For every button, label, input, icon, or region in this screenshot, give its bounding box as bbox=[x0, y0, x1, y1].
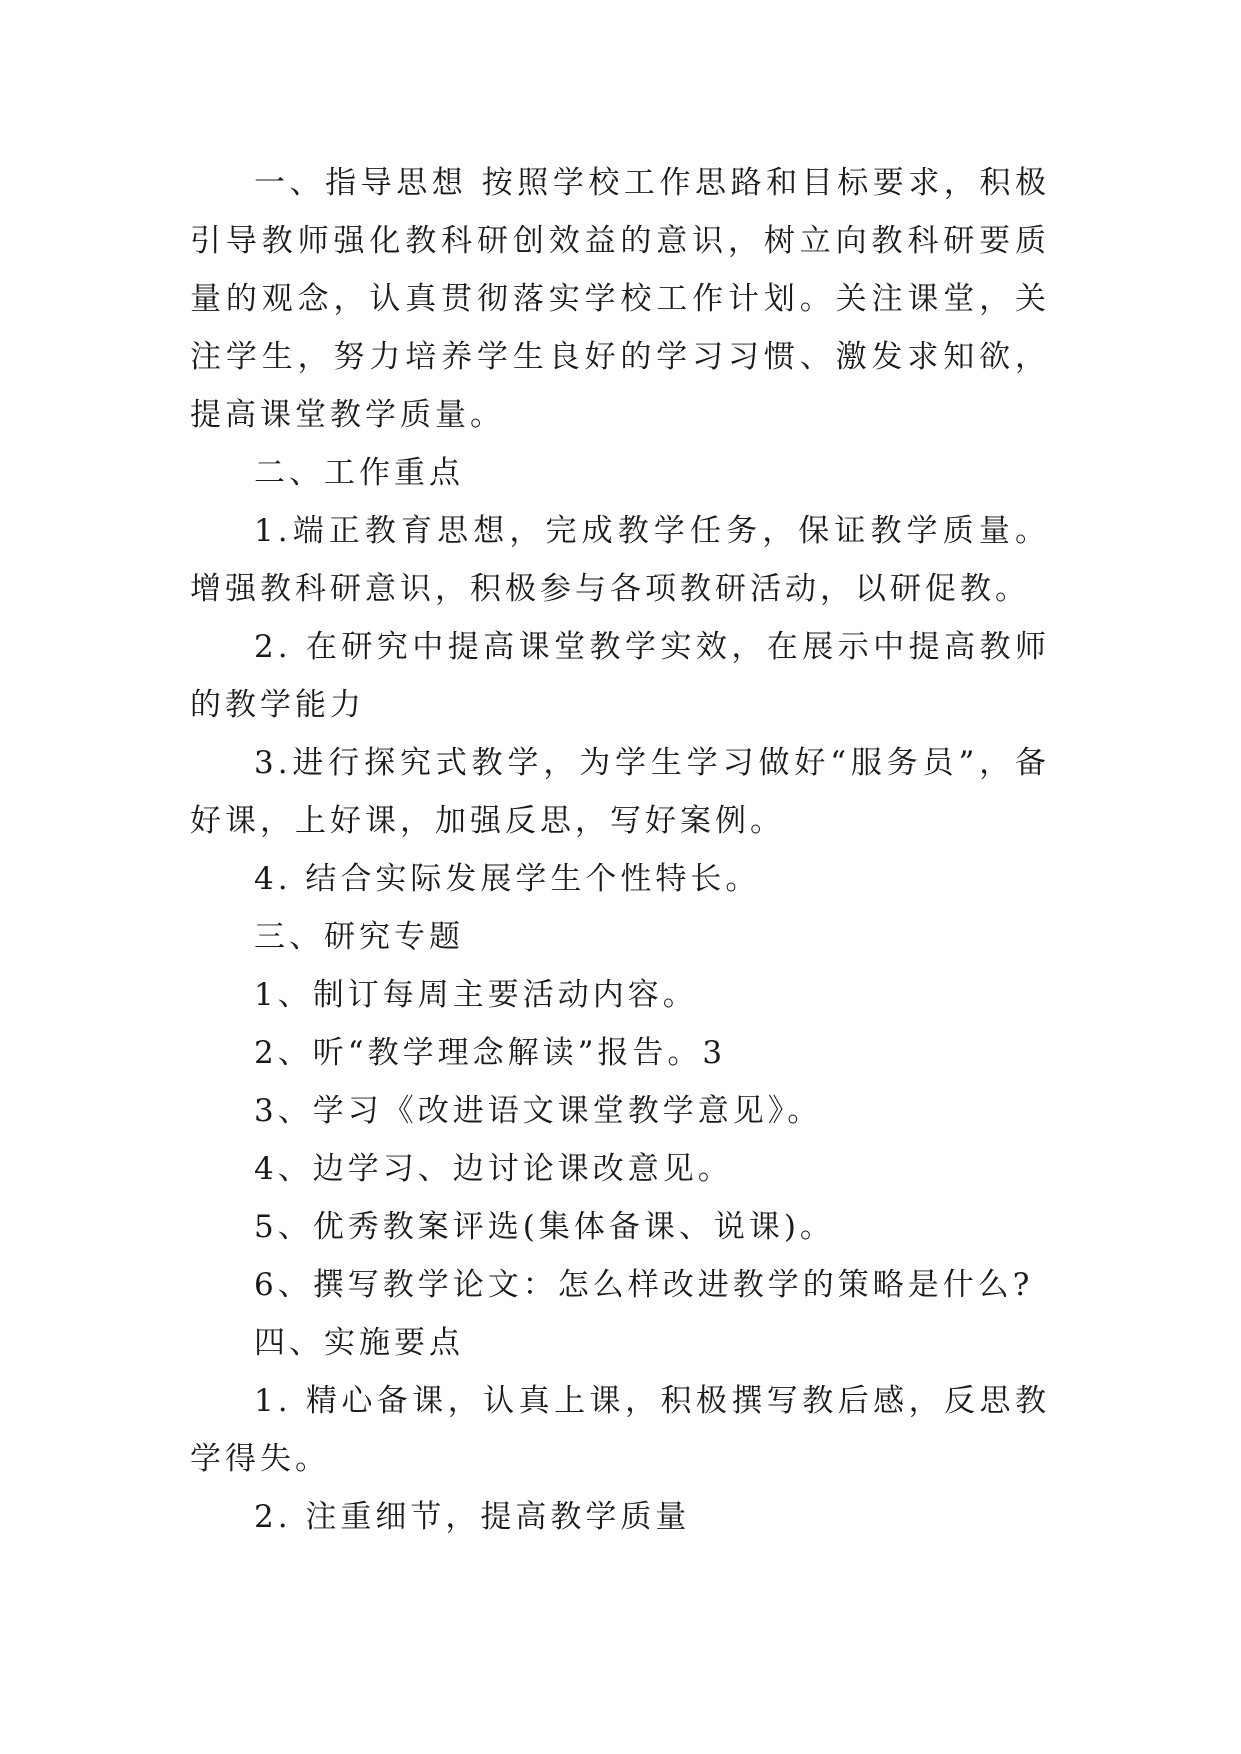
paragraph-focus-3: 3.进行探究式教学，为学生学习做好“服务员”，备好课，上好课，加强反思，写好案例。 bbox=[190, 745, 1050, 839]
paragraph-focus-4: 4. 结合实际发展学生个性特长。 bbox=[254, 861, 761, 897]
paragraph-focus-1: 1.端正教育思想，完成教学任务，保证教学质量。增强教科研意识，积极参与各项教研活动，以研促教。 bbox=[190, 513, 1050, 607]
paragraph-implementation-1: 1. 精心备课，认真上课，积极撰写教后感，反思教学得失。 bbox=[190, 1383, 1050, 1477]
list-item-topic-1: 1、制订每周主要活动内容。 bbox=[254, 977, 698, 1013]
list-item-topic-2: 2、听“教学理念解读”报告。3 bbox=[254, 1035, 727, 1071]
list-item-topic-4: 4、边学习、边讨论课改意见。 bbox=[254, 1151, 733, 1187]
list-item-topic-6: 6、撰写教学论文：怎么样改进教学的策略是什么? bbox=[254, 1267, 1034, 1303]
list-item-topic-5: 5、优秀教案评选(集体备课、说课)。 bbox=[254, 1209, 835, 1245]
heading-work-focus: 二、工作重点 bbox=[254, 455, 464, 491]
document-body bbox=[190, 154, 1050, 1546]
paragraph-guiding-ideology: 一、指导思想 按照学校工作思路和目标要求，积极引导教师强化教科研创效益的意识，树立向教科研要质量的观念，认真贯彻落实学校工作计划。关注课堂，关注学生，努力培养学生良好的学习习惯、激发求知欲，提高课堂教学质量。 bbox=[190, 165, 1050, 433]
list-item-topic-3: 3、学习《改进语文课堂教学意见》。 bbox=[254, 1093, 823, 1129]
heading-implementation-points: 四、实施要点 bbox=[254, 1325, 464, 1361]
paragraph-focus-2: 2. 在研究中提高课堂教学实效，在展示中提高教师的教学能力 bbox=[190, 629, 1050, 723]
heading-research-topics: 三、研究专题 bbox=[254, 919, 464, 955]
paragraph-implementation-2: 2. 注重细节，提高教学质量 bbox=[254, 1499, 691, 1535]
